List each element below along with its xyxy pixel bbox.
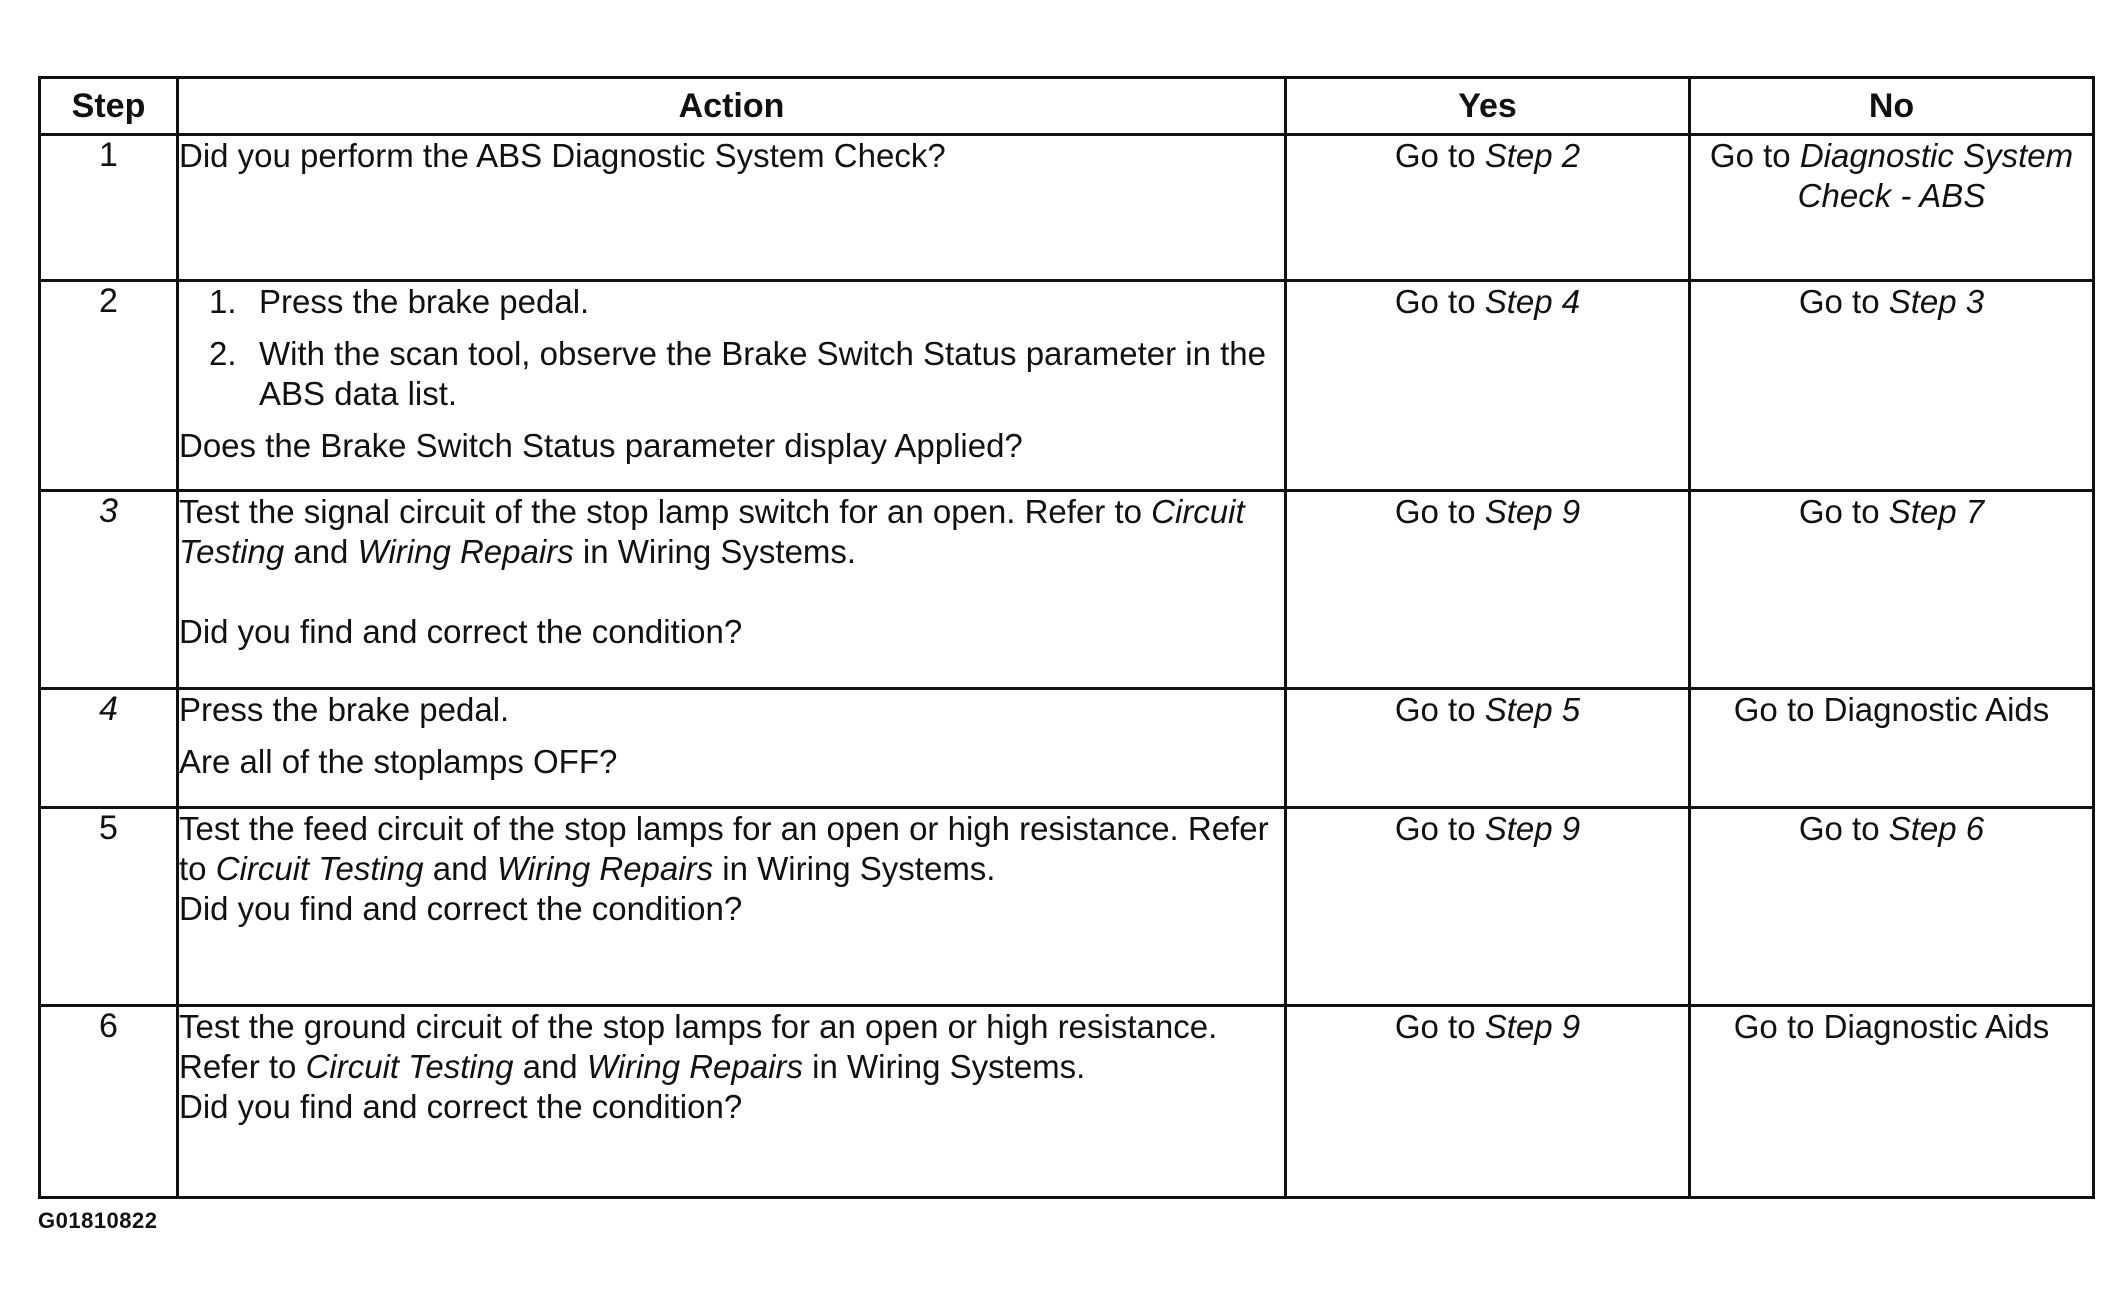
yes-prefix: Go to [1394,283,1485,320]
action-question: Does the Brake Switch Status parameter display Applied? [179,427,1023,464]
substep-text: With the scan tool, observe the Brake Switch Status parameter in the ABS data list. [259,335,1266,412]
yes-step-link[interactable]: Step 9 [1484,493,1581,530]
no-cell [1690,808,2094,1006]
no-step-link[interactable]: Diagnostic System Check - ABS [1797,137,2074,214]
no-prefix: Go to [1709,137,1800,174]
yes-step-link[interactable]: Step 5 [1484,691,1581,728]
table-row [40,808,2094,1006]
yes-prefix: Go to [1394,137,1485,174]
no-cell [1690,281,2094,491]
yes-cell [1286,281,1690,491]
table-row [40,689,2094,808]
wiring-repairs-link[interactable]: Wiring Repairs [586,1048,803,1085]
header-row [40,78,2094,135]
action-question: Did you find and correct the condition? [179,613,743,650]
no-prefix: Go to [1798,283,1889,320]
instruction-text: Test the signal circuit of the stop lamp switch for an open. Refer to [179,493,1152,530]
action-instruction [179,1007,1284,1087]
no-step-link[interactable]: Step 3 [1888,283,1985,320]
spacer [179,730,1284,742]
action-question: Did you find and correct the condition? [179,890,743,927]
action-cell [178,689,1286,808]
spacer [179,572,1284,612]
table-row [40,491,2094,689]
no-prefix: Go to [1798,810,1889,847]
header-action: Action [178,78,1286,135]
no-diagnostic-aids-link[interactable]: Go to Diagnostic Aids [1733,691,2050,728]
wiring-repairs-link[interactable]: Wiring Repairs [357,533,574,570]
substep-text: Press the brake pedal. [259,283,590,320]
step-number: 1 [40,135,178,281]
action-instruction [179,492,1284,572]
instruction-text: Test the ground circuit of the stop lamps for an open or high resistance. Refer to [179,1008,1218,1085]
instruction-text: in Wiring Systems. [573,533,857,570]
header-no: No [1690,78,2094,135]
table-row [40,135,2094,281]
yes-step-link[interactable]: Step 9 [1484,1008,1581,1045]
action-question: Are all of the stoplamps OFF? [179,743,618,780]
no-cell [1690,491,2094,689]
yes-cell [1286,1006,1690,1198]
yes-step-link[interactable]: Step 9 [1484,810,1581,847]
instruction-text: in Wiring Systems. [802,1048,1086,1085]
instruction-text: and [513,1048,587,1085]
diagnostic-table [38,76,2095,1199]
action-question: Did you find and correct the condition? [179,1088,743,1125]
yes-step-link[interactable]: Step 2 [1484,137,1581,174]
step-number: 4 [40,689,178,808]
action-instruction: Press the brake pedal. [179,691,510,728]
substep-number: 2. [209,335,237,372]
no-diagnostic-aids-link[interactable]: Go to Diagnostic Aids [1733,1008,2050,1045]
table-row [40,281,2094,491]
no-cell [1690,135,2094,281]
step-number: 5 [40,808,178,1006]
header-yes: Yes [1286,78,1690,135]
step-number: 3 [40,491,178,689]
header-step: Step [40,78,178,135]
table-row [40,1006,2094,1198]
yes-prefix: Go to [1394,1008,1485,1045]
substep-number: 1. [209,283,237,320]
action-cell [178,135,1286,281]
action-cell [178,808,1286,1006]
instruction-text: and [284,533,358,570]
instruction-text: in Wiring Systems. [713,850,996,887]
substep-item [209,334,1284,414]
yes-prefix: Go to [1394,691,1485,728]
yes-prefix: Go to [1394,493,1485,530]
substep-list [179,282,1284,414]
action-cell [178,491,1286,689]
instruction-text: Test the feed circuit of the stop lamps for an open or high resistance. Refer to [179,810,1269,887]
circuit-testing-link[interactable]: Circuit Testing [215,850,424,887]
yes-prefix: Go to [1394,810,1485,847]
action-question: Did you perform the ABS Diagnostic System Check? [179,137,946,174]
instruction-text: and [423,850,497,887]
yes-cell [1286,491,1690,689]
substep-item [209,282,1284,322]
yes-cell [1286,808,1690,1006]
no-step-link[interactable]: Step 6 [1888,810,1985,847]
yes-step-link[interactable]: Step 4 [1484,283,1581,320]
circuit-testing-link[interactable]: Circuit Testing [305,1048,514,1085]
wiring-repairs-link[interactable]: Wiring Repairs [496,850,714,887]
no-cell [1690,689,2094,808]
action-cell [178,281,1286,491]
action-instruction [179,809,1284,889]
yes-cell [1286,135,1690,281]
step-number: 2 [40,281,178,491]
circuit-testing-link[interactable]: Circuit Testing [179,493,1245,570]
no-cell [1690,1006,2094,1198]
no-prefix: Go to [1798,493,1889,530]
action-cell [178,1006,1286,1198]
figure-id: G01810822 [38,1208,158,1233]
yes-cell [1286,689,1690,808]
no-step-link[interactable]: Step 7 [1888,493,1985,530]
step-number: 6 [40,1006,178,1198]
